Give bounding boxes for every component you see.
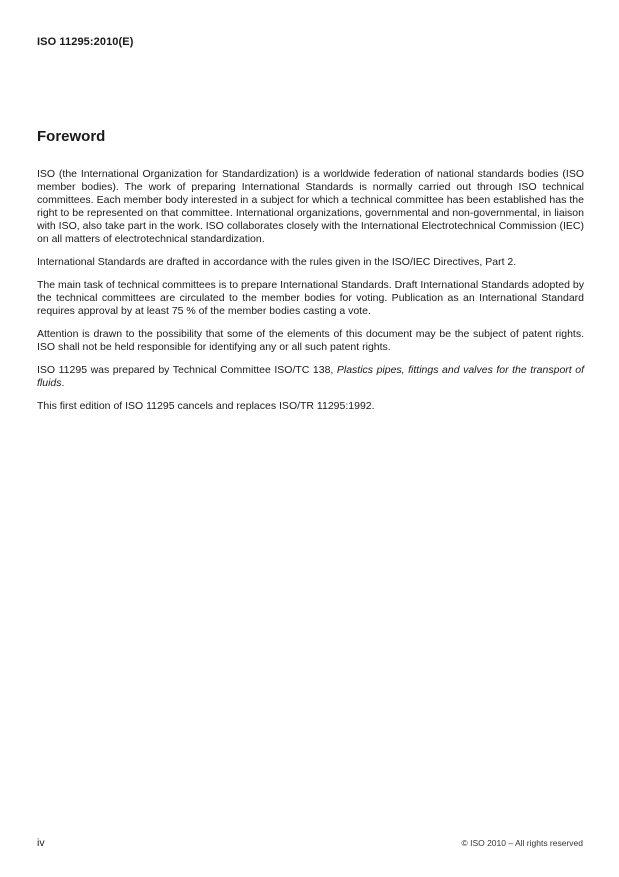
paragraph-main-task: The main task of technical committees is to prepare International Standards. Draft International Standards adopted by the technical committees are circulated to the member bodies for voting. Publication as an International Standard requires approval by at least 75 % of the member bodies casting a vote. [37,279,584,317]
paragraph-patent-rights: Attention is drawn to the possibility that some of the elements of this document may be the subject of patent rights. ISO shall not be held responsible for identifying any or all such patent rights. [37,328,584,353]
committee-text-suffix: . [61,377,65,389]
copyright-notice: © ISO 2010 – All rights reserved [461,838,583,848]
page-number: iv [37,837,45,849]
committee-title-italic: Plastics pipes, fittings and valves for the transport of fluids [37,364,584,389]
foreword-section [37,128,584,423]
committee-text-prefix: ISO 11295 was prepared by Technical Committee ISO/TC 138, [37,364,337,376]
paragraph-committee [37,364,584,390]
paragraph-iso-federation: ISO (the International Organization for Standardization) is a worldwide federation of national standards bodies (ISO member bodies). The work of preparing International Standards is normally carried out through ISO technical committees. Each member body interested in a subject for which a technical committee has been established has the right to be represented on that committee. International organizations, governmental and non-governmental, in liaison with ISO, also take part in the work. ISO collaborates closely with the International Electrotechnical Commission (IEC) on all matters of electrotechnical standardization. [37,168,584,245]
document-code: ISO 11295:2010(E) [37,36,134,48]
section-title: Foreword [37,128,106,145]
paragraph-directives: International Standards are drafted in accordance with the rules given in the ISO/IEC Directives, Part 2. [37,256,517,268]
paragraph-edition: This first edition of ISO 11295 cancels and replaces ISO/TR 11295:1992. [37,400,375,412]
